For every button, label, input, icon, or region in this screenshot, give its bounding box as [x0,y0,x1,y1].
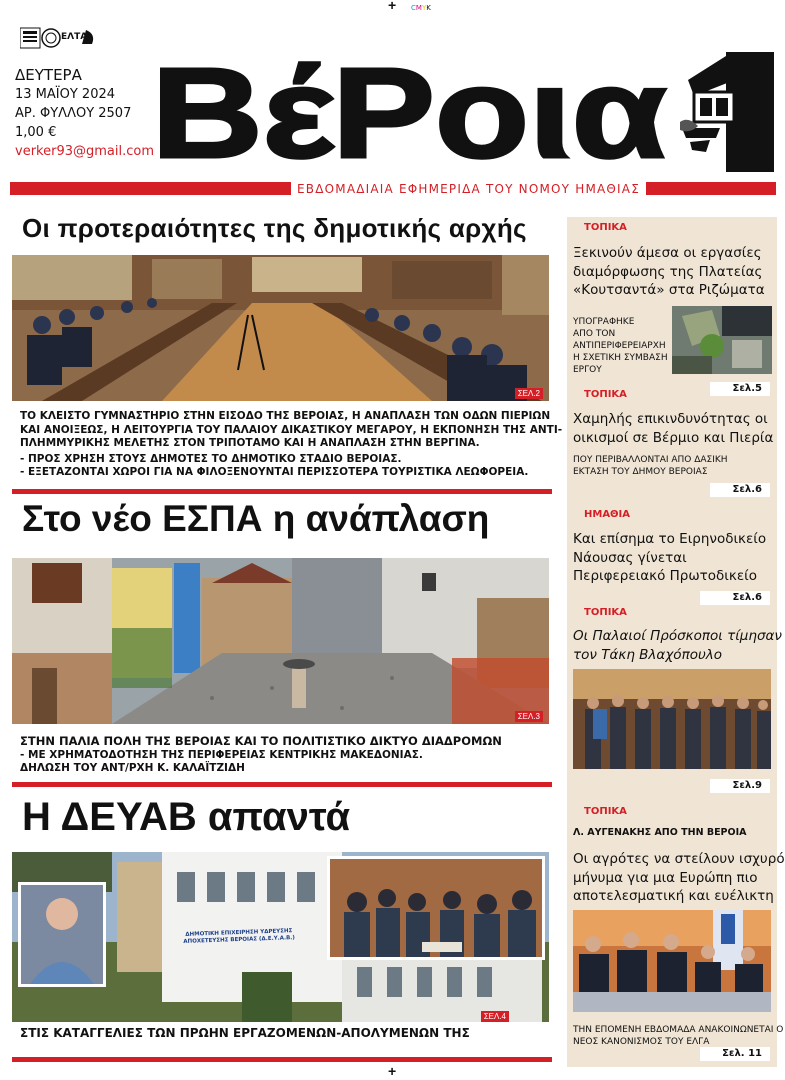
cmyk-marker: CMYK [411,4,431,12]
caption-line: ΣΤΙΣ ΚΑΤΑΓΓΕΛΙΕΣ ΤΩΝ ΠΡΩΗΝ ΕΡΓΑΖΟΜΕΝΩΝ-ΑΠΟΛΥΜΕΝΩΝ ΤΗΣ [20,1026,470,1040]
story-3-page-tag: ΣΕΛ.4 [481,1011,509,1022]
sidebar-1-page: Σελ.5 [710,382,770,396]
sidebar-1-title-line: Ξεκινούν άμεσα οι εργασίες [573,245,762,261]
sidebar-4-title[interactable] [573,627,782,664]
house-emblem [680,52,774,172]
sidebar-1-section: ΤΟΠΙΚΑ [584,222,627,233]
caption-line: - ΠΡΟΣ ΧΡΗΣΗ ΣΤΟΥΣ ΔΗΜΟΤΕΣ ΤΟ ΔΗΜΟΤΙΚΟ ΣΤΑΔΙΟ ΒΕΡΟΙΑΣ. [20,452,402,465]
caption-line: ΚΑΙ ΑΝΟΙΞΕΩΣ, Η ΛΕΙΤΟΥΡΓΙΑ ΤΟΥ ΠΑΛΑΙΟΥ ΔΙΚΑΣΤΙΚΟΥ ΜΕΓΑΡΟΥ, Η ΕΚΠΟΝΗΣΗ ΤΗΣ ΑΝΤΙ- [20,423,563,436]
sidebar-1-title-line: «Κουτσαντά» στα Ριζώματα [573,282,765,298]
sidebar-4-title-line: τον Τάκη Βλαχόπουλο [573,646,723,663]
issue-price: 1,00 € [15,125,57,140]
caption-line: ΠΛΗΜΜΥΡΙΚΗΣ ΜΕΛΕΤΗΣ ΣΤΟΝ ΤΡΙΠΟΤΑΜΟ ΚΑΙ Η ΑΝΑΠΛΑΣΗ ΣΤΗΝ ΒΕΡΓΙΝΑ. [20,437,480,449]
deyav-building-photo [12,852,549,1022]
sidebar-3-section: ΗΜΑΘΙΑ [584,509,631,520]
publisher-logos [20,26,100,52]
sidebar-5-note [573,1024,783,1048]
old-town-photo [12,558,549,724]
sidebar-5-title-line: μήνυμα για μια Ευρώπη πιο [573,869,758,886]
sidebar-5-note-line: ΤΗΝ ΕΠΟΜΕΝΗ ΕΒΔΟΜΑΔΑ ΑΝΑΚΟΙΝΩΝΕΤΑΙ Ο [573,1025,784,1035]
sidebar-1-note [573,316,668,376]
scouts-photo [573,669,771,769]
sidebar-3-title-line: Περιφερειακό Πρωτοδικείο [573,568,757,584]
sidebar-3-title-line: Νάουσας γίνεται [573,549,687,566]
caption-line: ΣΤΗΝ ΠΑΛΙΑ ΠΟΛΗ ΤΗΣ ΒΕΡΟΙΑΣ ΚΑΙ ΤΟ ΠΟΛΙΤΙΣΤΙΚΟ ΔΙΚΤΥΟ ΔΙΑΔΡΟΜΩΝ [20,734,502,748]
story-2-headline[interactable]: Στο νέο ΕΣΠΑ η ανάπλαση [22,498,490,539]
sidebar-1-note-line: Η ΣΧΕΤΙΚΗ ΣΥΜΒΑΣΗ [573,353,668,363]
story-1-caption [20,410,562,480]
sidebar-5-title[interactable] [573,850,785,906]
story-3-headline[interactable]: Η ΔΕΥΑΒ απαντά [22,795,351,839]
caption-line: ΤΟ ΚΛΕΙΣΤΟ ΓΥΜΝΑΣΤΗΡΙΟ ΣΤΗΝ ΕΙΣΟΔΟ ΤΗΣ ΒΕΡΟΙΑΣ, Η ΑΝΑΠΛΑΣΗ ΤΩΝ ΟΔΩΝ ΠΙΕΡΙΩΝ [20,410,551,422]
sidebar-5-title-line: αποτελεσματική και ευέλικτη [573,888,774,904]
sidebar-5-kicker: Λ. ΑΥΓΕΝΑΚΗΣ ΑΠΟ ΤΗΝ ΒΕΡΟΙΑ [573,827,747,838]
issue-info [15,66,154,161]
avgenakis-photo [573,910,771,1012]
sidebar-1-title-line: διαμόρφωσης της Πλατείας [573,263,763,280]
sidebar-2-note-line: ΕΚΤΑΣΗ ΤΟΥ ΔΗΜΟΥ ΒΕΡΟΙΑΣ [573,467,708,477]
contact-email[interactable]: verker93@gmail.com [15,144,154,159]
story-1-page-tag: ΣΕΛ.2 [515,388,543,399]
sidebar-2-section: ΤΟΠΙΚΑ [584,389,627,400]
registration-mark-bottom: + [388,1063,397,1079]
registration-mark-top: + [388,0,397,13]
story-2-caption [20,735,502,776]
sidebar-4-section: ΤΟΠΙΚΑ [584,607,627,618]
issue-day: ΔΕΥΤΕΡΑ [15,66,82,84]
masthead-text: ΒέΡοια [151,52,667,172]
issue-date: 13 ΜΑΪΟΥ 2024 [15,87,116,102]
sidebar-2-title-line: Χαμηλής επικινδυνότητας οι [573,411,768,427]
caption-line: - ΜΕ ΧΡΗΜΑΤΟΔΟΤΗΣΗ ΤΗΣ ΠΕΡΙΦΕΡΕΙΑΣ ΚΕΝΤΡΙΚΗΣ ΜΑΚΕΔΟΝΙΑΣ. [20,748,423,761]
sidebar-2-note [573,454,728,478]
masthead-logo [147,52,672,172]
story-divider [12,782,552,787]
caption-line: ΔΗΛΩΣΗ ΤΟΥ ΑΝΤ/ΡΧΗ Κ. ΚΑΛΑΪΤΖΙΔΗ [20,762,245,774]
issue-number: ΑΡ. ΦΥΛΛΟΥ 2507 [15,106,132,121]
sidebar-5-page: Σελ. 11 [700,1047,770,1061]
council-meeting-photo [12,255,549,401]
sidebar-4-title-line: Οι Παλαιοί Πρόσκοποι τίμησαν [573,628,782,644]
story-2-page-tag: ΣΕΛ.3 [515,711,543,722]
story-divider [12,1057,552,1062]
sidebar-5-note-line: ΝΕΟΣ ΚΑΝΟΝΙΣΜΟΣ ΤΟΥ ΕΛΓΑ [573,1037,710,1047]
sidebar-5-title-line: Οι αγρότες να στείλουν ισχυρό [573,851,785,867]
sidebar-1-note-line: ΥΠΟΓΡΑΦΗΚΕ [573,317,635,327]
sidebar-5-section: ΤΟΠΙΚΑ [584,806,627,817]
story-3-caption [20,1027,470,1041]
story-1-headline[interactable]: Οι προτεραιότητες της δημοτικής αρχής [22,213,527,243]
sidebar-2-page: Σελ.6 [710,483,770,497]
elta-logo-text: ΕΛΤΑ [61,32,88,42]
sidebar-2-title[interactable] [573,410,773,447]
sidebar-3-title-line: Και επίσημα το Ειρηνοδικείο [573,531,767,547]
tagline: ΕΒΔΟΜΑΔΙΑΙΑ ΕΦΗΜΕΡΙΔΑ ΤΟΥ ΝΟΜΟΥ ΗΜΑΘΙΑΣ [291,181,646,197]
sidebar-1-title[interactable] [573,244,765,300]
sidebar-3-page: Σελ.6 [700,591,770,605]
caption-line: - ΕΞΕΤΑΖΟΝΤΑΙ ΧΩΡΟΙ ΓΙΑ ΝΑ ΦΙΛΟΞΕΝΟΥΝΤΑΙ ΠΕΡΙΣΣΟΤΕΡΑ ΤΟΥΡΙΣΤΙΚΑ ΛΕΩΦΟΡΕΙΑ. [20,466,529,478]
sidebar-1-note-line: ΑΠΟ ΤΟΝ [573,329,616,339]
sidebar-1-note-line: ΑΝΤΙΠΕΡΙΦΕΡΕΙΑΡΧΗ [573,341,666,351]
deyav-building-sign: ΔΗΜΟΤΙΚΗ ΕΠΙΧΕΙΡΗΣΗ ΥΔΡΕΥΣΗΣ ΑΠΟΧΕΤΕΥΣΗΣ ΒΕΡΟΙΑΣ (Δ.Ε.Υ.Α.Β.) [183,928,295,945]
sidebar-2-title-line: οικισμοί σε Βέρμιο και Πιερία [573,429,774,446]
story-divider [12,489,552,494]
sidebar-2-note-line: ΠΟΥ ΠΕΡΙΒΑΛΛΟΝΤΑΙ ΑΠΟ ΔΑΣΙΚΗ [573,455,728,465]
plaza-render-image [672,306,772,374]
sidebar-4-page: Σελ.9 [710,779,770,793]
sidebar-3-title[interactable] [573,530,766,586]
sidebar-1-note-line: ΕΡΓΟΥ [573,365,602,375]
